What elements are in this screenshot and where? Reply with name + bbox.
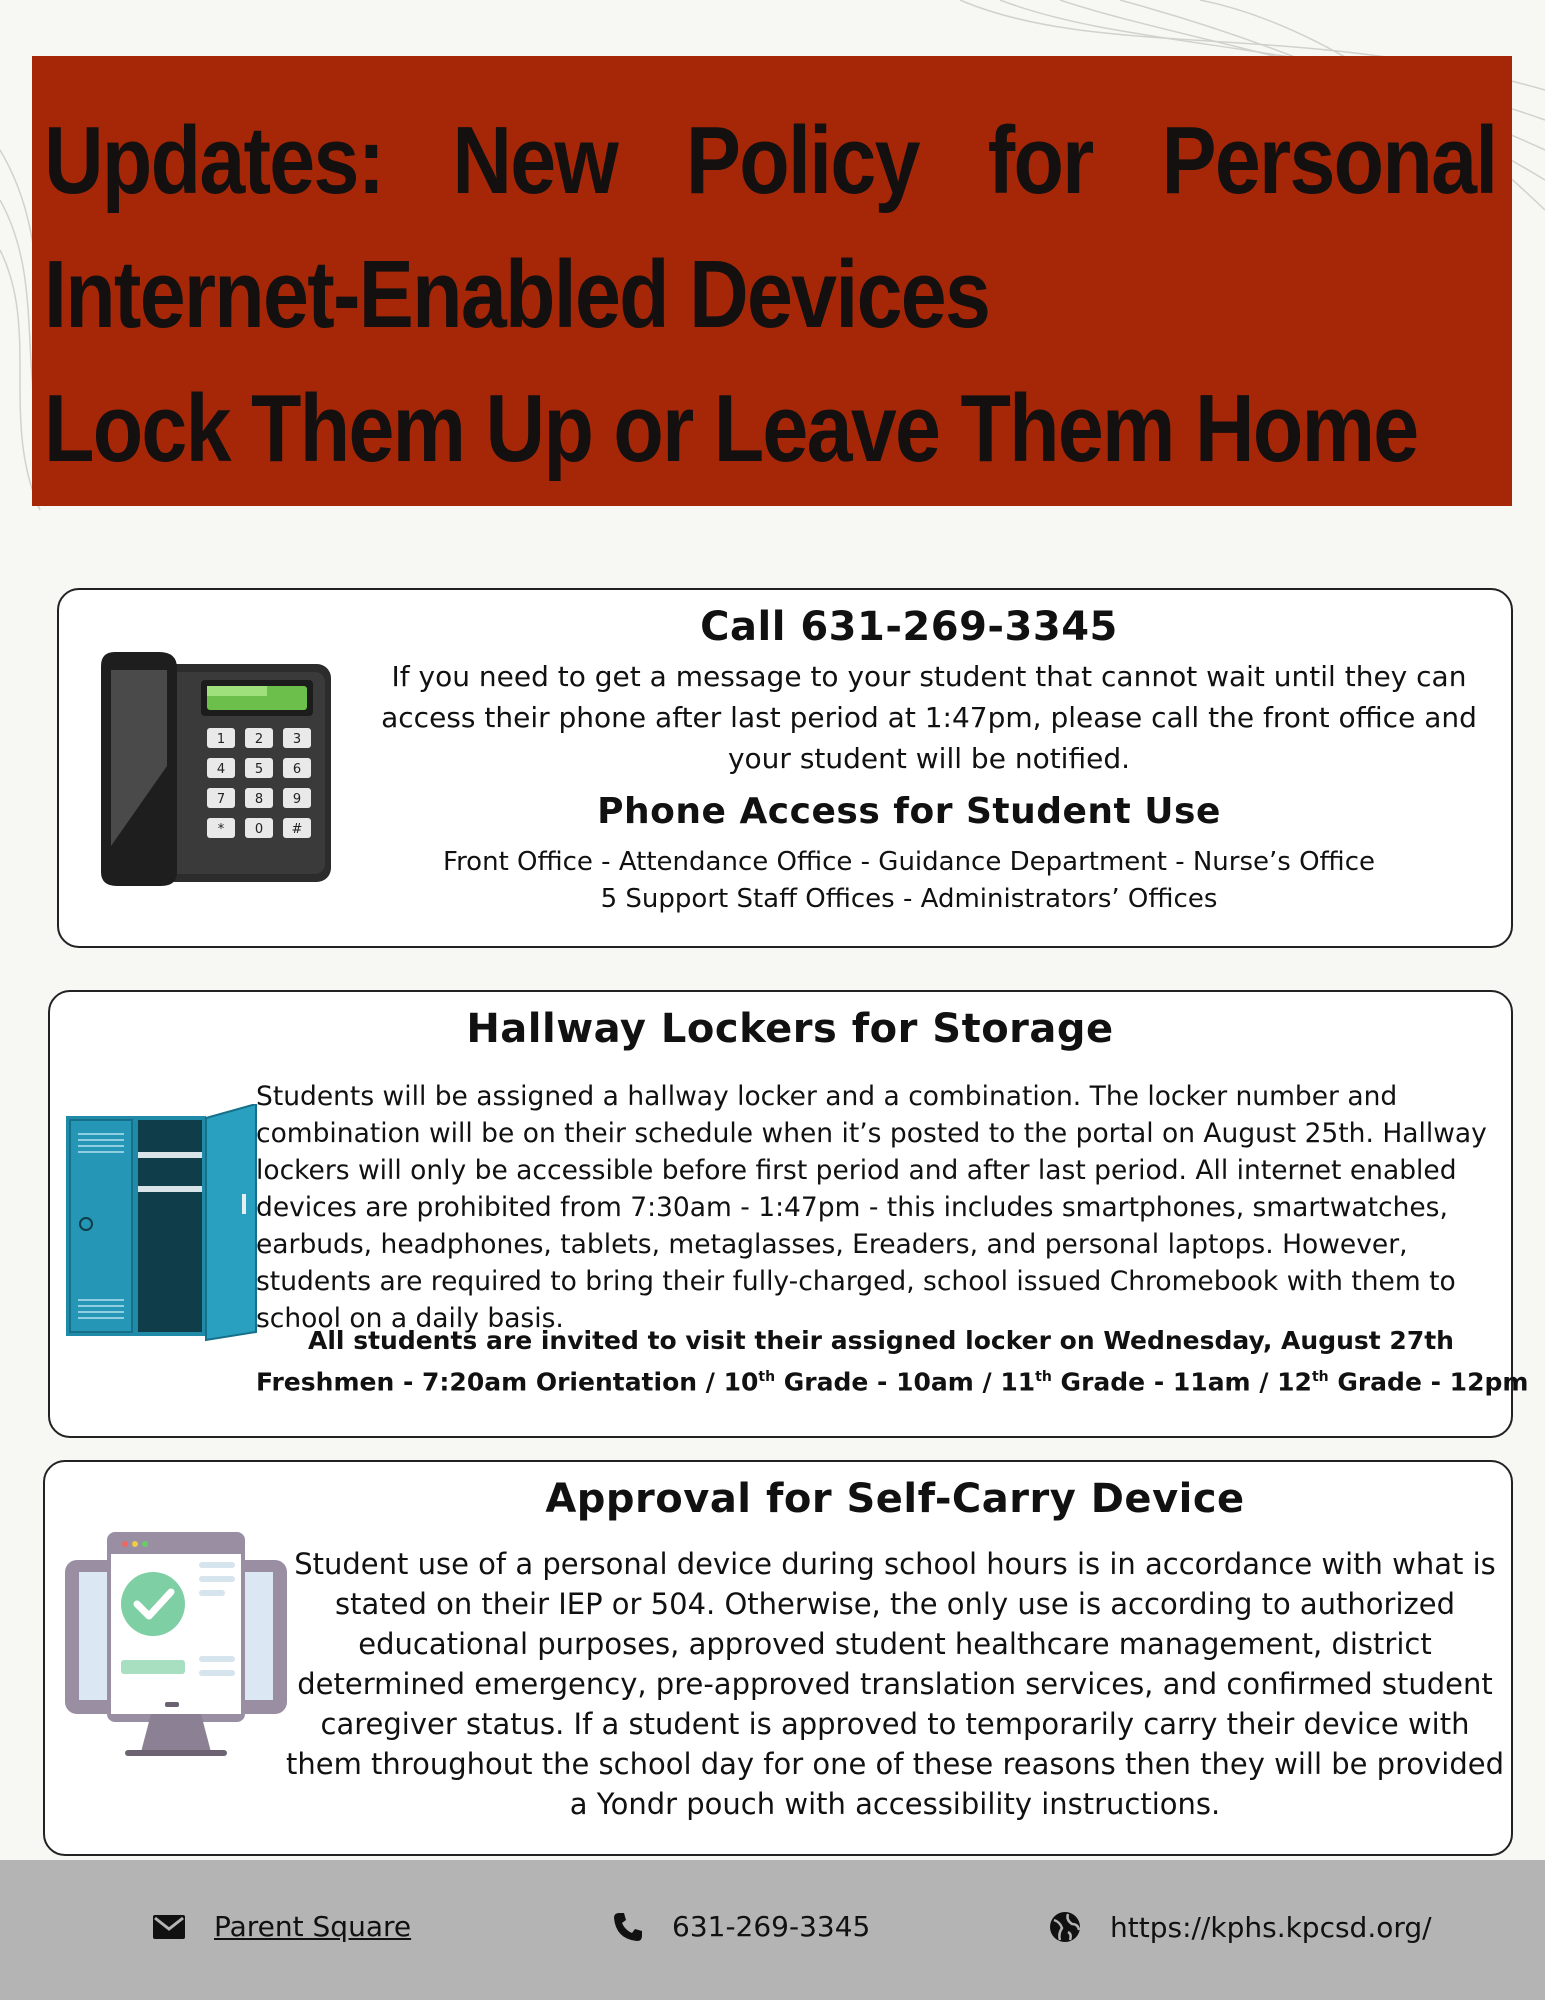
keypad-key-label: 3 (292, 732, 302, 747)
ordinal-suffix: th (1035, 1369, 1052, 1385)
locker-body: Students will be assigned a hallway locker and a combination. The locker number and combination will be on their schedule when it’s posted to the portal on August 25th. Hallway lockers will only be accessible before first period and after last period. All internet enabled devices are prohibited from 7:30am - 1:47pm - this includes smartphones, smartwatches, earbuds, headphones, tablets, metaglasses, Ereaders, and personal laptops. However, students are required to bring their fully-charged, school issued Chromebook with them to school on a daily basis. (256, 1081, 1487, 1334)
footer-phone[interactable] (612, 1910, 870, 1943)
phone-access-heading: Phone Access for Student Use (597, 791, 1221, 832)
call-heading: Call 631-269-3345 (700, 604, 1118, 650)
title-word: for (987, 107, 1093, 214)
keypad-key-label: 9 (292, 792, 302, 807)
title-banner (32, 56, 1512, 506)
envelope-icon (152, 1914, 186, 1940)
call-body: If you need to get a message to your student that cannot wait until they can access their phone after last period at 1:47pm, please call the front office and your student will be notified. (381, 660, 1477, 775)
keypad-key-label: 4 (216, 762, 226, 777)
locker-heading: Hallway Lockers for Storage (466, 1006, 1114, 1052)
footer-email[interactable] (152, 1910, 411, 1943)
approval-card (43, 1460, 1513, 1856)
title-word: Policy (685, 107, 919, 214)
title-word: Personal (1161, 107, 1497, 214)
keypad-key-label: 8 (254, 792, 264, 807)
parent-square-link[interactable]: Parent Square (214, 1910, 412, 1943)
locker-invite: All students are invited to visit their assigned locker on Wednesday, August 27th (308, 1326, 1454, 1355)
phone-icon (612, 1911, 644, 1943)
title-line-2: Internet-Enabled Devices (44, 241, 990, 348)
keypad-key-label: # (291, 822, 303, 837)
approved-monitor-icon (65, 1532, 295, 1772)
locker-icon (66, 1104, 266, 1344)
ordinal-suffix: th (758, 1369, 776, 1385)
globe-icon (1048, 1910, 1082, 1944)
title-word: New (452, 107, 617, 214)
footer-website-url[interactable]: https://kphs.kpcsd.org/ (1110, 1910, 1432, 1944)
phone-locations (359, 844, 1459, 918)
title-word: Updates: (44, 107, 384, 214)
keypad-key-label: 0 (254, 822, 264, 837)
title-line-1 (44, 94, 1496, 228)
footer-phone-number[interactable]: 631-269-3345 (672, 1910, 871, 1943)
ordinal-suffix: th (1311, 1369, 1329, 1385)
phone-locations-line-1: Front Office - Attendance Office - Guidance Department - Nurse’s Office (443, 847, 1375, 877)
keypad-key-label: 5 (254, 762, 264, 777)
footer (0, 1860, 1545, 2000)
locker-card (48, 990, 1529, 1438)
keypad-key-label: 2 (254, 732, 264, 747)
keypad-key-label: 7 (216, 792, 226, 807)
desk-phone-icon (91, 646, 341, 896)
schedule-text: Grade - 11am / 12 (1051, 1367, 1312, 1397)
footer-website[interactable] (1048, 1910, 1432, 1944)
keypad-key-label: * (217, 822, 225, 837)
keypad-key-label: 6 (292, 762, 302, 777)
schedule-text: Freshmen - 7:20am Orientation / 10 (256, 1367, 759, 1397)
title-line-3: Lock Them Up or Leave Them Home (44, 375, 1418, 482)
phone-locations-line-2: 5 Support Staff Offices - Administrators’ Offices (600, 884, 1218, 914)
approval-body: Student use of a personal device during school hours is in accordance with what is stated on their IEP or 504. Otherwise, the only use is according to authorized educational purposes, approved student healthcare management, district determined emergency, pre-approved translation services, and confirmed student caregiver status. If a student is approved to temporarily carry their device with them throughout the school day for one of these reasons then they will be provided a Yondr pouch with accessibility instructions. (286, 1547, 1504, 1821)
locker-visit-schedule (256, 1359, 1529, 1400)
schedule-text: Grade - 12pm (1328, 1367, 1529, 1397)
schedule-text: Grade - 10am / 11 (775, 1367, 1036, 1397)
keypad-key-label: 1 (216, 732, 226, 747)
approval-heading: Approval for Self-Carry Device (545, 1476, 1245, 1522)
call-card (57, 588, 1513, 948)
